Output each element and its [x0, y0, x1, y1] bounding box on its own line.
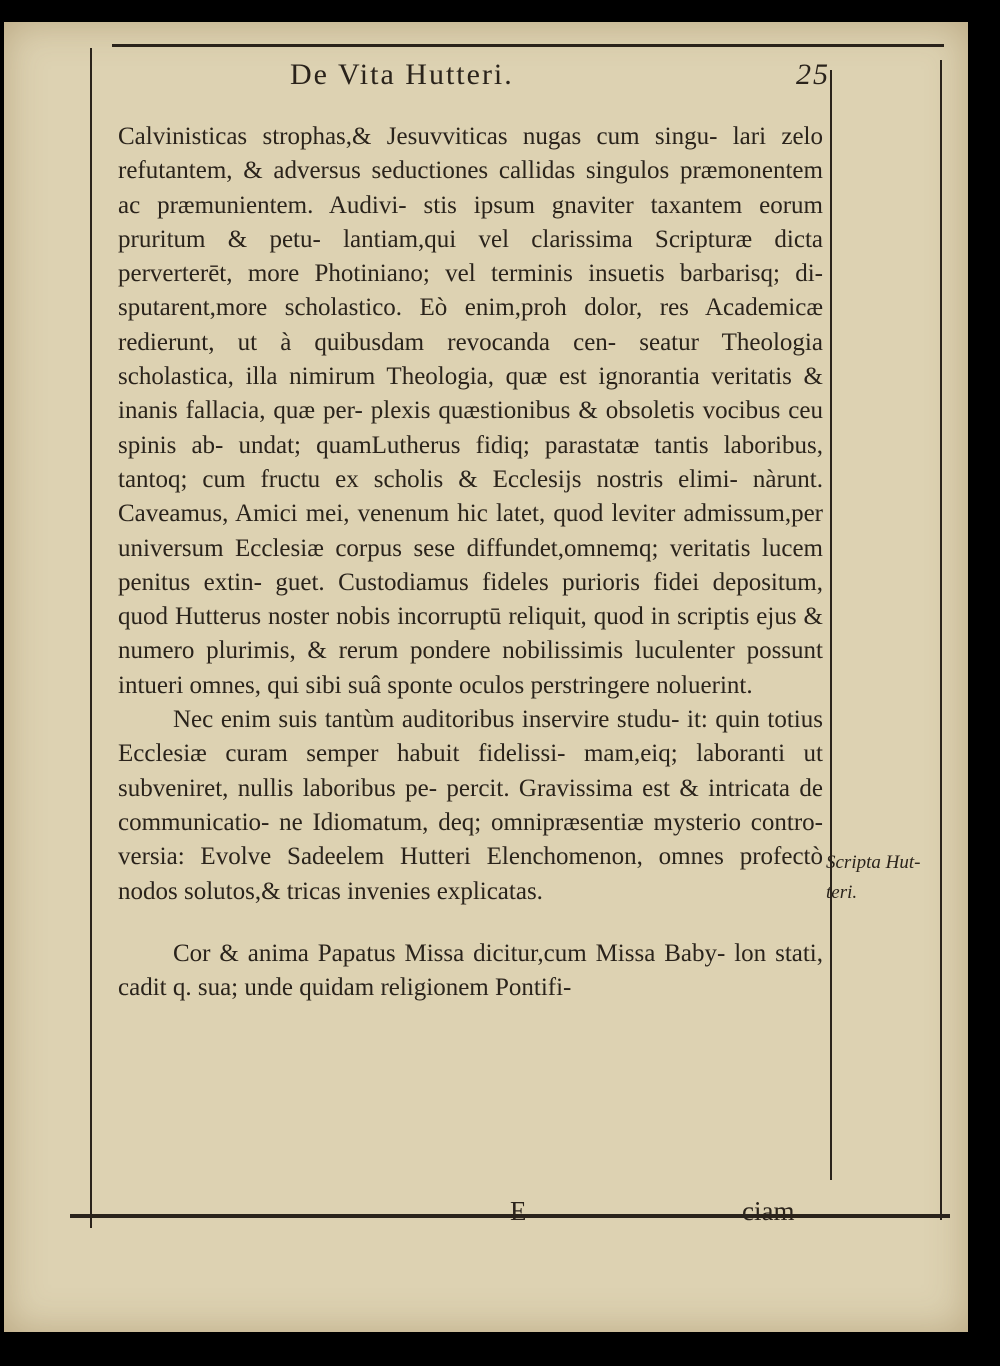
right-column-line	[830, 70, 832, 1180]
main-text	[118, 120, 823, 1005]
paragraph-2: Nec enim suis tantùm auditoribus inservire studu- it: quin totius Ecclesiæ curam semper habuit fidelissi- mam,eiq; laboranti ut subveniret, nullis laboribus pe- percit. Gravissima est & intricata de communicatio- ne Idiomatum, deq; omnipræsentiæ mysterio contro- versia: Evolve Sadeelem Hutteri Elenchomenon, omnes profectò nodos solutos,& tricas invenies explicatas.	[118, 706, 823, 905]
paragraph-1: Calvinisticas strophas,& Jesuvviticas nugas cum singu- lari zelo refutantem, & adversus seductiones callidas singulos præmonentem ac præmunientem. Audivi- stis ipsum gnaviter taxantem eorum pruritum & petu- lantiam,qui vel clarissima Scripturæ dicta perverterēt, more Photiniano; vel terminis insuetis barbarisq; di- sputarent,more scholastico. Eò enim,proh dolor, res Academicæ redierunt, ut à quibusdam revocanda cen- seatur Theologia scholastica, illa nimirum Theologia, quæ est ignorantia veritatis & inanis fallacia, quæ per- plexis quæstionibus & obsoletis vocibus ceu spinis ab- undat; quamLutherus fidiq; parastatæ tantis laboribus, tantoq; cum fructu ex scholis & Ecclesijs nostris elimi- nàrunt. Caveamus, Amici mei, venenum hic latet, quod leviter admissum,per universum Ecclesiæ corpus sese diffundet,omnemq; veritatis lucem penitus extin- guet. Custodiamus fideles purioris fidei depositum, quod Hutterus noster nobis incorruptū reliquit, quod in scriptis ejus & numero plurimis, & rerum pondere nobilissimis luculenter possunt intueri omnes, qui sibi suâ sponte oculos perstringere noluerint.	[118, 123, 824, 699]
catchword: ciam	[742, 1196, 795, 1226]
running-header	[290, 58, 830, 98]
top-rule	[112, 44, 944, 47]
page-number: 25	[796, 58, 830, 91]
left-border-line	[90, 48, 92, 1228]
marginal-note: Scripta Hut- teri.	[826, 852, 921, 903]
margin-border-line	[940, 60, 942, 1220]
paragraph-3: Cor & anima Papatus Missa dicitur,cum Missa Baby- lon stati, cadit q. sua; unde quidam religionem Pontifi-	[118, 939, 824, 1002]
signature-mark: E	[510, 1196, 527, 1226]
running-title: De Vita Hutteri.	[290, 58, 514, 91]
